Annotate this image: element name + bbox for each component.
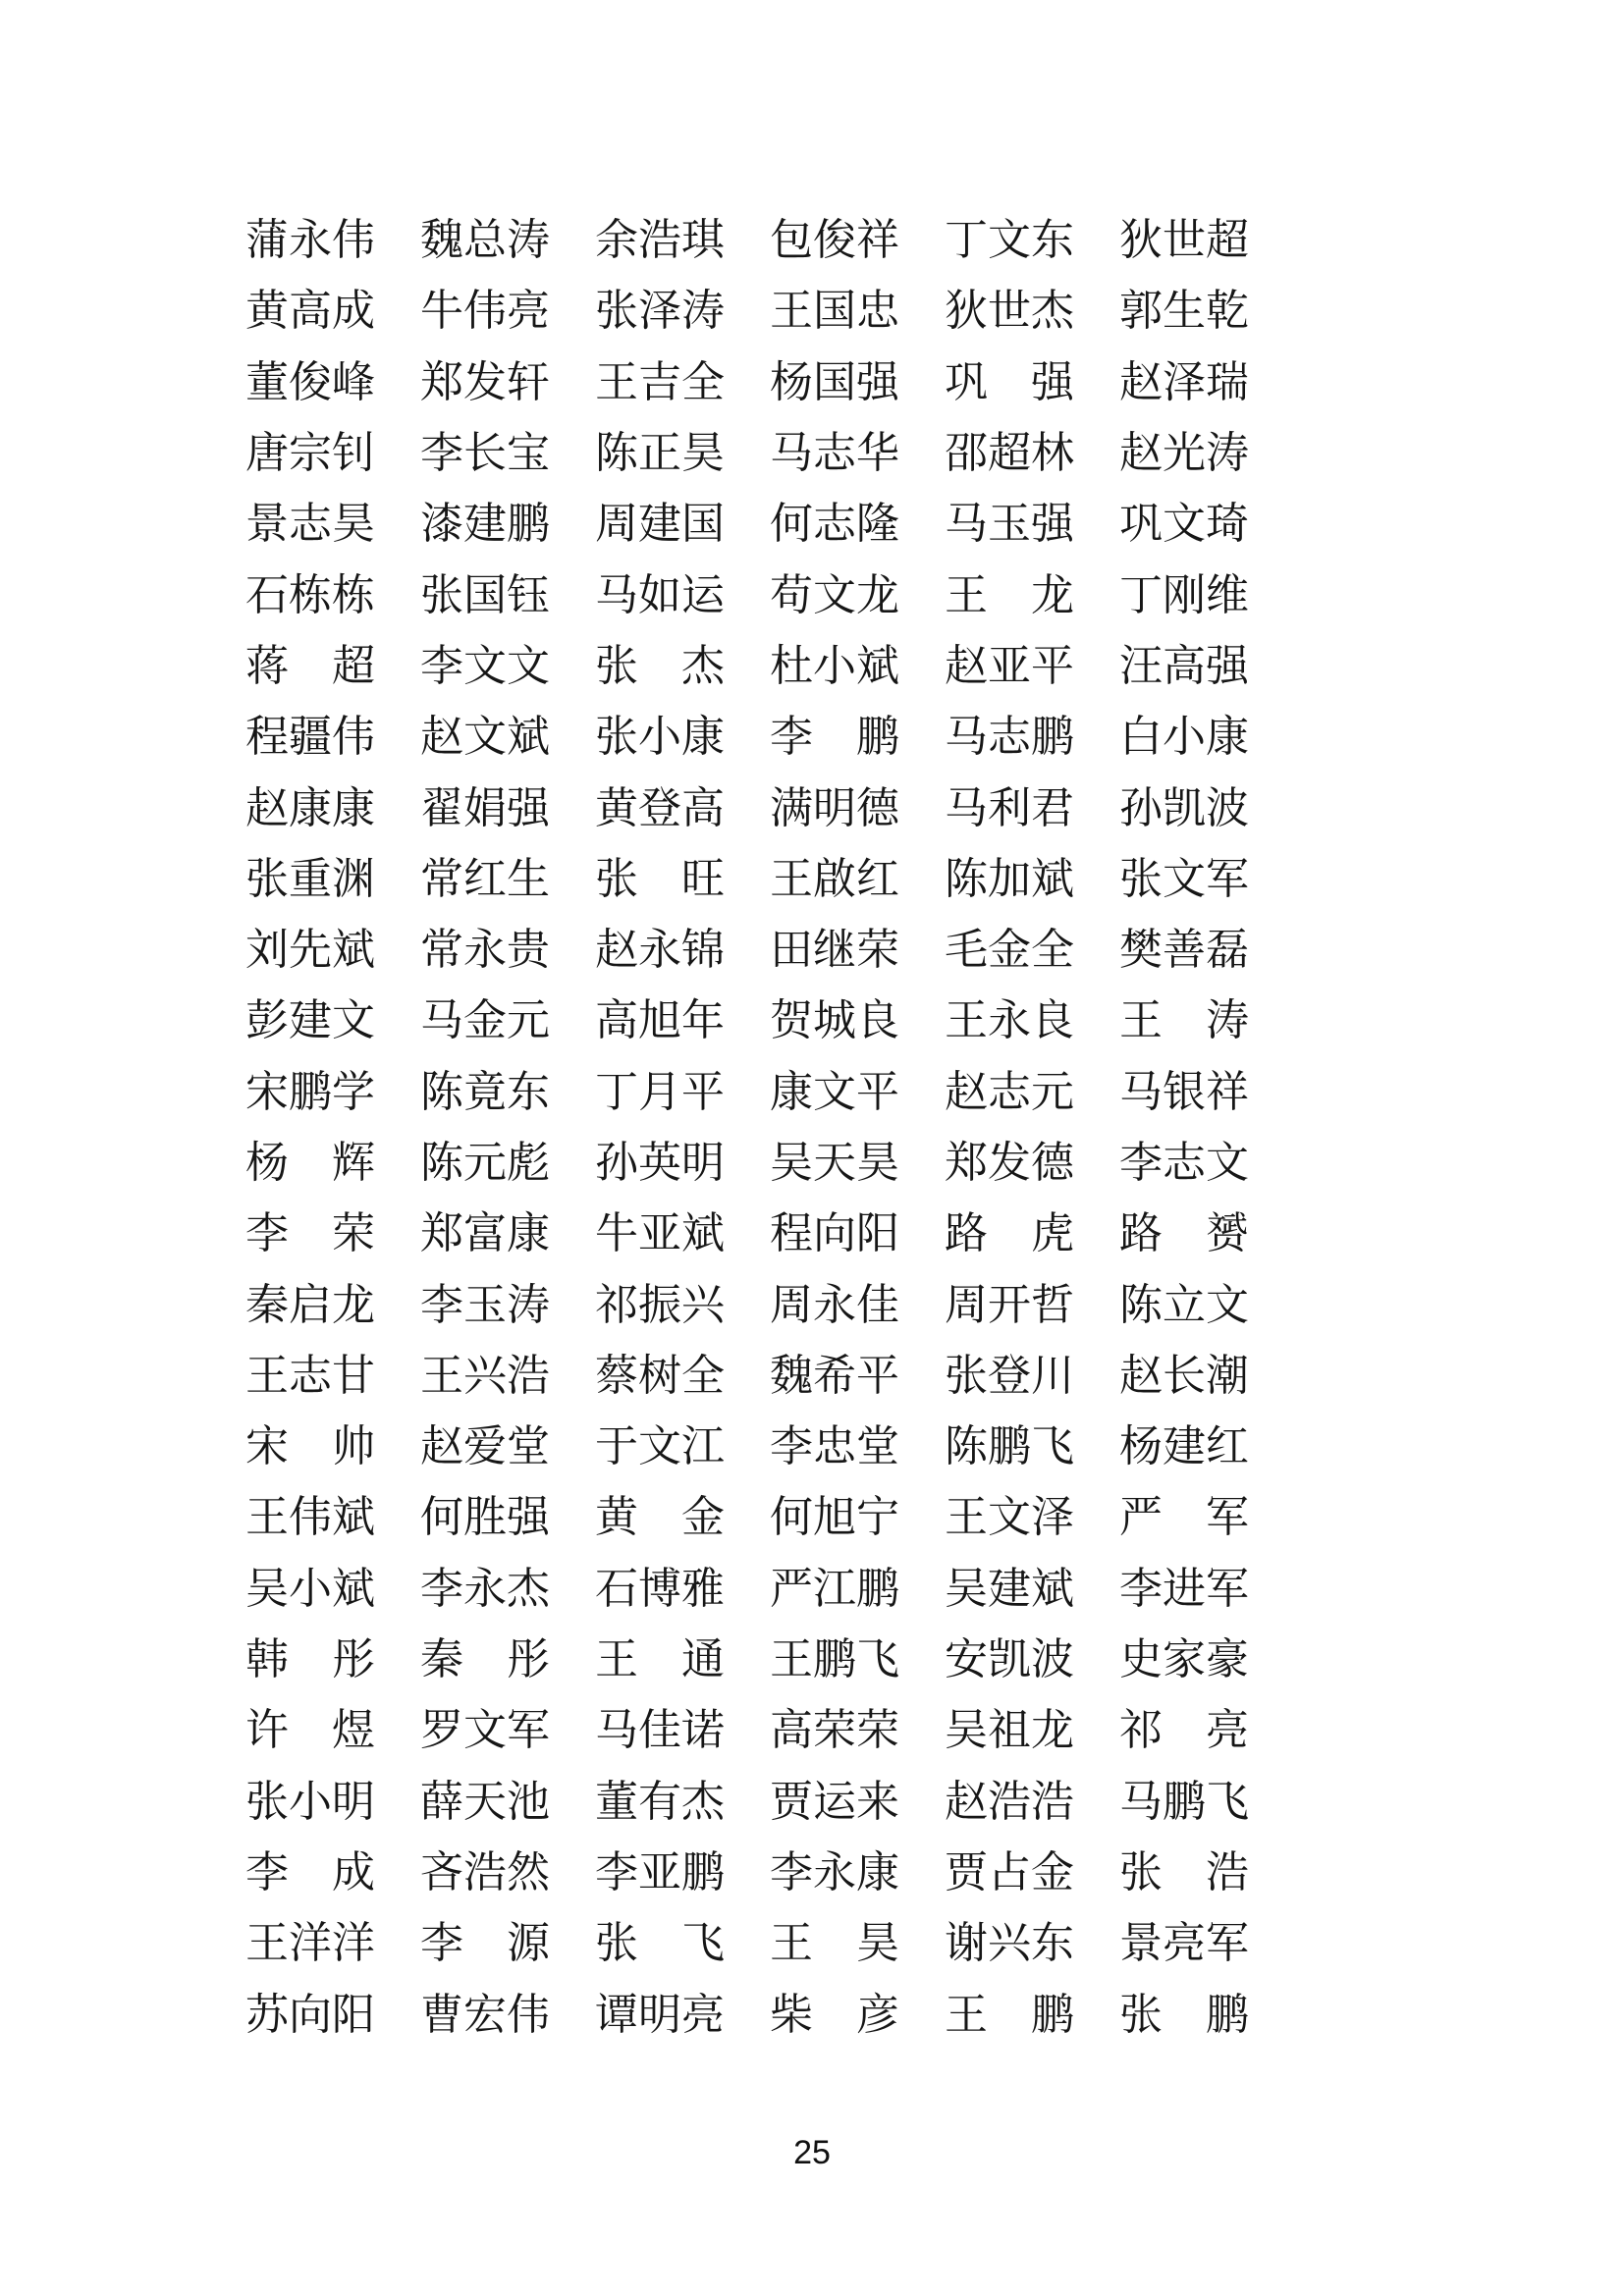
name-cell: 周开哲 <box>945 1280 1074 1329</box>
name-cell: 赵亚平 <box>945 641 1074 690</box>
name-cell: 丁文东 <box>945 216 1074 265</box>
name-row <box>245 489 1249 560</box>
name-cell: 赵爱堂 <box>420 1422 550 1471</box>
name-cell: 王 龙 <box>945 570 1074 619</box>
name-cell: 彭建文 <box>245 996 375 1045</box>
name-cell: 杨 辉 <box>245 1139 375 1187</box>
name-cell: 祁振兴 <box>595 1280 725 1329</box>
name-cell: 牛伟亮 <box>420 287 550 336</box>
name-cell: 宋鹏学 <box>245 1067 375 1116</box>
name-cell: 宋 帅 <box>245 1422 375 1471</box>
name-cell: 毛金全 <box>945 926 1074 975</box>
name-cell: 祁 亮 <box>1119 1706 1249 1755</box>
name-cell: 王 通 <box>595 1635 725 1684</box>
name-cell: 李 鹏 <box>770 713 899 762</box>
name-cell: 巩 强 <box>945 357 1074 406</box>
name-cell: 赵浩浩 <box>945 1777 1074 1826</box>
name-cell: 郭生乾 <box>1119 287 1249 336</box>
name-cell: 牛亚斌 <box>595 1209 725 1258</box>
name-cell: 邵超林 <box>945 429 1074 478</box>
name-cell: 苟文龙 <box>770 570 899 619</box>
name-cell: 王伟斌 <box>245 1493 375 1542</box>
name-cell: 赵光涛 <box>1119 429 1249 478</box>
name-cell: 李文文 <box>420 641 550 690</box>
name-cell: 丁月平 <box>595 1067 725 1116</box>
name-cell: 王洋洋 <box>245 1919 375 1968</box>
name-cell: 唐宗钊 <box>245 429 375 478</box>
name-cell: 马如运 <box>595 570 725 619</box>
name-cell: 李长宝 <box>420 429 550 478</box>
name-cell: 田继荣 <box>770 926 899 975</box>
name-cell: 石博雅 <box>595 1564 725 1613</box>
page-number: 25 <box>793 2134 831 2171</box>
name-cell: 杜小斌 <box>770 641 899 690</box>
name-cell: 秦启龙 <box>245 1280 375 1329</box>
name-cell: 王鹏飞 <box>770 1635 899 1684</box>
name-cell: 程向阳 <box>770 1209 899 1258</box>
name-cell: 赵志元 <box>945 1067 1074 1116</box>
name-cell: 吴建斌 <box>945 1564 1074 1613</box>
name-row <box>245 1269 1249 1340</box>
name-cell: 贺城良 <box>770 996 899 1045</box>
name-cell: 贾运来 <box>770 1777 899 1826</box>
name-cell: 吴小斌 <box>245 1564 375 1613</box>
name-cell: 黄登高 <box>595 783 725 832</box>
name-row <box>245 1838 1249 1908</box>
name-cell: 王 鹏 <box>945 1990 1074 2039</box>
name-cell: 赵泽瑞 <box>1119 357 1249 406</box>
name-cell: 康文平 <box>770 1067 899 1116</box>
name-row <box>245 1695 1249 1766</box>
name-cell: 张 杰 <box>595 641 725 690</box>
name-row <box>245 276 1249 347</box>
name-cell: 魏希平 <box>770 1351 899 1400</box>
name-row <box>245 1767 1249 1838</box>
name-row <box>245 560 1249 630</box>
name-cell: 王兴浩 <box>420 1351 550 1400</box>
name-cell: 谭明亮 <box>595 1990 725 2039</box>
name-cell: 李永康 <box>770 1847 899 1896</box>
name-row <box>245 1554 1249 1625</box>
name-cell: 陈加斌 <box>945 854 1074 903</box>
name-cell: 白小康 <box>1119 713 1249 762</box>
name-cell: 周永佳 <box>770 1280 899 1329</box>
name-cell: 丁刚维 <box>1119 570 1249 619</box>
name-row <box>245 1128 1249 1199</box>
name-cell: 陈鹏飞 <box>945 1422 1074 1471</box>
name-cell: 王啟红 <box>770 854 899 903</box>
name-cell: 郑发轩 <box>420 357 550 406</box>
name-cell: 史家豪 <box>1119 1635 1249 1684</box>
name-cell: 景亮军 <box>1119 1919 1249 1968</box>
name-row <box>245 844 1249 915</box>
name-cell: 黄高成 <box>245 287 375 336</box>
name-cell: 董俊峰 <box>245 357 375 406</box>
name-cell: 汪高强 <box>1119 641 1249 690</box>
name-cell: 何旭宁 <box>770 1493 899 1542</box>
name-cell: 王 昊 <box>770 1919 899 1968</box>
name-cell: 李忠堂 <box>770 1422 899 1471</box>
name-cell: 罗文军 <box>420 1706 550 1755</box>
name-cell: 赵文斌 <box>420 713 550 762</box>
name-cell: 柴 彦 <box>770 1990 899 2039</box>
name-cell: 苏向阳 <box>245 1990 375 2039</box>
name-cell: 常永贵 <box>420 926 550 975</box>
name-grid <box>245 205 1249 2051</box>
name-cell: 黄 金 <box>595 1493 725 1542</box>
name-cell: 周建国 <box>595 500 725 549</box>
name-cell: 张重渊 <box>245 854 375 903</box>
name-cell: 陈正昊 <box>595 429 725 478</box>
name-cell: 石栋栋 <box>245 570 375 619</box>
name-cell: 严江鹏 <box>770 1564 899 1613</box>
name-cell: 王吉全 <box>595 357 725 406</box>
name-cell: 谢兴东 <box>945 1919 1074 1968</box>
name-cell: 张 飞 <box>595 1919 725 1968</box>
name-cell: 李 成 <box>245 1847 375 1896</box>
name-cell: 刘先斌 <box>245 926 375 975</box>
name-row <box>245 773 1249 843</box>
name-cell: 樊善磊 <box>1119 926 1249 975</box>
name-cell: 李 荣 <box>245 1209 375 1258</box>
name-cell: 李亚鹏 <box>595 1847 725 1896</box>
name-cell: 李永杰 <box>420 1564 550 1613</box>
name-cell: 路 虎 <box>945 1209 1074 1258</box>
name-cell: 狄世超 <box>1119 216 1249 265</box>
name-cell: 严 军 <box>1119 1493 1249 1542</box>
name-cell: 杨建红 <box>1119 1422 1249 1471</box>
name-cell: 高旭年 <box>595 996 725 1045</box>
name-cell: 赵康康 <box>245 783 375 832</box>
name-cell: 常红生 <box>420 854 550 903</box>
name-cell: 许 煜 <box>245 1706 375 1755</box>
name-row <box>245 631 1249 702</box>
name-cell: 马志华 <box>770 429 899 478</box>
name-cell: 赵长潮 <box>1119 1351 1249 1400</box>
name-cell: 李进军 <box>1119 1564 1249 1613</box>
name-cell: 何胜强 <box>420 1493 550 1542</box>
name-row <box>245 1199 1249 1269</box>
name-cell: 贾占金 <box>945 1847 1074 1896</box>
name-cell: 王永良 <box>945 996 1074 1045</box>
name-row <box>245 205 1249 276</box>
name-cell: 高荣荣 <box>770 1706 899 1755</box>
name-cell: 马玉强 <box>945 500 1074 549</box>
name-cell: 蒋 超 <box>245 641 375 690</box>
name-cell: 路 赟 <box>1119 1209 1249 1258</box>
name-row <box>245 1908 1249 1979</box>
name-cell: 秦 彤 <box>420 1635 550 1684</box>
name-cell: 张 浩 <box>1119 1847 1249 1896</box>
name-cell: 王文泽 <box>945 1493 1074 1542</box>
name-cell: 郑富康 <box>420 1209 550 1258</box>
name-cell: 王国忠 <box>770 287 899 336</box>
name-cell: 蒲永伟 <box>245 216 375 265</box>
name-row <box>245 347 1249 418</box>
name-cell: 狄世杰 <box>945 287 1074 336</box>
name-row <box>245 1057 1249 1128</box>
name-cell: 薛天池 <box>420 1777 550 1826</box>
name-cell: 马金元 <box>420 996 550 1045</box>
name-cell: 张国钰 <box>420 570 550 619</box>
name-cell: 余浩琪 <box>595 216 725 265</box>
name-cell: 王志甘 <box>245 1351 375 1400</box>
name-cell: 张登川 <box>945 1351 1074 1400</box>
name-row <box>245 1412 1249 1482</box>
name-row <box>245 1625 1249 1695</box>
name-cell: 安凯波 <box>945 1635 1074 1684</box>
name-cell: 杨国强 <box>770 357 899 406</box>
name-cell: 于文江 <box>595 1422 725 1471</box>
name-cell: 张 鹏 <box>1119 1990 1249 2039</box>
name-cell: 吴天昊 <box>770 1139 899 1187</box>
name-cell: 张文军 <box>1119 854 1249 903</box>
name-cell: 马佳诺 <box>595 1706 725 1755</box>
name-cell: 何志隆 <box>770 500 899 549</box>
name-cell: 张 旺 <box>595 854 725 903</box>
name-row <box>245 1341 1249 1412</box>
name-cell: 李 源 <box>420 1919 550 1968</box>
name-row <box>245 915 1249 986</box>
name-cell: 满明德 <box>770 783 899 832</box>
name-cell: 曹宏伟 <box>420 1990 550 2039</box>
name-cell: 韩 彤 <box>245 1635 375 1684</box>
name-cell: 郑发德 <box>945 1139 1074 1187</box>
name-cell: 蔡树全 <box>595 1351 725 1400</box>
name-cell: 李志文 <box>1119 1139 1249 1187</box>
name-cell: 董有杰 <box>595 1777 725 1826</box>
name-cell: 包俊祥 <box>770 216 899 265</box>
name-row <box>245 1979 1249 2050</box>
name-cell: 翟娟强 <box>420 783 550 832</box>
name-cell: 吴祖龙 <box>945 1706 1074 1755</box>
name-cell: 漆建鹏 <box>420 500 550 549</box>
name-cell: 巩文琦 <box>1119 500 1249 549</box>
name-cell: 马银祥 <box>1119 1067 1249 1116</box>
name-cell: 张泽涛 <box>595 287 725 336</box>
name-cell: 孙凯波 <box>1119 783 1249 832</box>
name-cell: 马志鹏 <box>945 713 1074 762</box>
name-cell: 陈竟东 <box>420 1067 550 1116</box>
name-cell: 王 涛 <box>1119 996 1249 1045</box>
name-row <box>245 418 1249 489</box>
name-row <box>245 1482 1249 1553</box>
name-cell: 吝浩然 <box>420 1847 550 1896</box>
name-cell: 马利君 <box>945 783 1074 832</box>
name-cell: 魏总涛 <box>420 216 550 265</box>
name-cell: 景志昊 <box>245 500 375 549</box>
name-row <box>245 702 1249 773</box>
name-cell: 孙英明 <box>595 1139 725 1187</box>
name-cell: 马鹏飞 <box>1119 1777 1249 1826</box>
name-cell: 张小康 <box>595 713 725 762</box>
name-cell: 李玉涛 <box>420 1280 550 1329</box>
name-row <box>245 986 1249 1056</box>
name-cell: 程疆伟 <box>245 713 375 762</box>
name-cell: 张小明 <box>245 1777 375 1826</box>
name-cell: 陈元彪 <box>420 1139 550 1187</box>
name-cell: 赵永锦 <box>595 926 725 975</box>
name-cell: 陈立文 <box>1119 1280 1249 1329</box>
